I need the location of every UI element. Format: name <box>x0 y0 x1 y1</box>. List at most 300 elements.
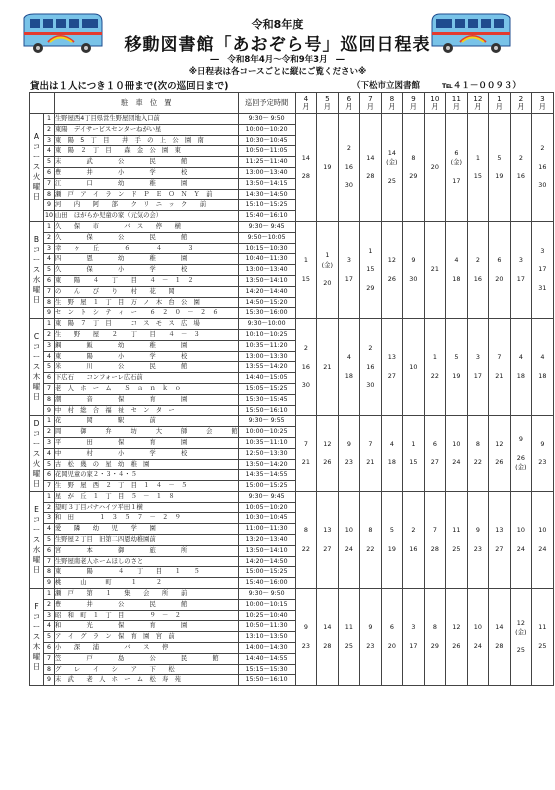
station-number: 5 <box>44 632 55 643</box>
visit-dates: 10 24 <box>538 526 547 553</box>
station-time: 13:10～13:50 <box>238 632 295 643</box>
station-number: 5 <box>44 535 55 546</box>
station-row <box>30 319 554 330</box>
visit-dates: 2 16 <box>516 153 525 181</box>
station-number: 7 <box>44 286 55 297</box>
visit-dates-cell <box>295 416 317 492</box>
station-name: 瀬 戸 ア イ ラ ン ド Ｐ Ｅ Ｏ Ｎ Ｙ 前 <box>55 189 239 200</box>
station-time: 10:00～10:25 <box>238 427 295 438</box>
station-name: 星 が 丘 １ 丁 目 ５ － １ ８ <box>55 491 239 502</box>
visit-dates: 2 16 30 <box>366 344 375 390</box>
station-name: 生野屋２丁目 旧第二四恩幼稚園前 <box>55 535 239 546</box>
visit-dates: 4 18 <box>516 353 525 380</box>
visit-dates: 10 24 <box>473 623 482 650</box>
header-month <box>360 93 382 114</box>
visit-dates: 1 15 <box>301 256 310 283</box>
header-month-suffix: 月 <box>495 102 503 111</box>
visit-dates-cell <box>424 114 446 222</box>
station-time: 14:20～14:40 <box>238 286 295 297</box>
station-number: 3 <box>44 243 55 254</box>
station-time: 15:40～16:10 <box>238 211 295 222</box>
visit-dates-cell <box>467 114 489 222</box>
visit-dates-cell <box>360 589 382 686</box>
station-number: 1 <box>44 114 55 125</box>
visit-dates: 3 17 <box>344 256 353 283</box>
station-name: 生 野 屋 １ 丁 目 万 ノ 木 台 公 園 <box>55 297 239 308</box>
station-number: 2 <box>44 329 55 340</box>
station-number: 3 <box>44 437 55 448</box>
header-month-number: 3 <box>540 93 545 103</box>
visit-dates: 10 <box>409 362 418 371</box>
visit-dates: 21 <box>323 362 332 371</box>
station-number: 5 <box>44 459 55 470</box>
visit-dates-cell <box>510 589 532 686</box>
visit-dates-cell <box>381 416 403 492</box>
visit-dates-cell <box>424 589 446 686</box>
visit-dates-cell <box>446 491 468 588</box>
visit-dates: 2 16 30 <box>301 344 310 390</box>
station-name: 中 村 小 学 校 <box>55 448 239 459</box>
station-number: 4 <box>44 146 55 157</box>
visit-dates-cell <box>295 114 317 222</box>
station-number: 1 <box>44 319 55 330</box>
course-label-text: Eコース水曜日 <box>32 504 41 574</box>
visit-dates: 9 23 <box>473 526 482 553</box>
visit-dates-cell <box>403 319 425 416</box>
visit-dates-cell <box>424 416 446 492</box>
station-time: 11:00～11:30 <box>238 524 295 535</box>
station-time: 15:40～16:00 <box>238 578 295 589</box>
station-number: 1 <box>44 491 55 502</box>
lending-rule: 貸出は１人につき１０冊まで(次の巡回日まで) <box>30 81 229 92</box>
header-month-suffix: 月 <box>431 102 439 111</box>
library-phone: ℡４１－００９３） <box>442 81 521 91</box>
station-number: 1 <box>44 221 55 232</box>
visit-dates-cell <box>295 589 317 686</box>
visit-dates-cell <box>360 491 382 588</box>
station-name: の ん び り 村 花 岡 <box>55 286 239 297</box>
visit-dates: 14 28 <box>366 153 375 181</box>
visit-dates: 6 (金) 17 <box>450 148 463 185</box>
visit-dates-cell <box>446 114 468 222</box>
station-number: 2 <box>44 124 55 135</box>
visit-dates-cell <box>381 114 403 222</box>
visit-dates-cell <box>467 416 489 492</box>
station-number: 6 <box>44 643 55 654</box>
visit-dates: 4 18 <box>452 256 461 283</box>
visit-dates-cell <box>381 319 403 416</box>
station-name: 河 内 阿 部 ク リ ニ ッ ク 前 <box>55 200 239 211</box>
station-name: 古 松 幾 の 星 幼 稚 園 <box>55 459 239 470</box>
station-number: 9 <box>44 578 55 589</box>
visit-dates-cell <box>446 589 468 686</box>
header-month-suffix: 月 <box>409 102 417 111</box>
visit-dates-cell <box>424 221 446 318</box>
visit-dates-cell <box>424 319 446 416</box>
header-month <box>424 93 446 114</box>
station-number: 4 <box>44 448 55 459</box>
station-name: グ レ イ シ ア 下 松 <box>55 664 239 675</box>
visit-dates-cell <box>360 221 382 318</box>
station-name: 東 陽 小 学 校 <box>55 351 239 362</box>
station-name: 岡 御 弁 坊 大 師 会 館 <box>55 427 239 438</box>
visit-dates: 2 16 30 <box>344 144 353 190</box>
station-number: 2 <box>44 427 55 438</box>
header-month <box>338 93 360 114</box>
visit-dates: 9 26 (金) <box>515 435 527 471</box>
visit-dates-cell <box>489 491 511 588</box>
visit-dates: 1 15 29 <box>366 246 375 292</box>
station-name: 生 野 屋 ２ 丁 目 ４ － ３ <box>55 329 239 340</box>
visit-dates: 5 19 <box>495 153 504 181</box>
visit-dates-cell <box>317 491 339 588</box>
station-time: 15:50～16:10 <box>238 675 295 686</box>
header-month-suffix: 月 <box>517 102 525 111</box>
visit-dates-cell <box>317 221 339 318</box>
station-number: 8 <box>44 189 55 200</box>
station-row <box>30 491 554 502</box>
visit-dates: 8 29 <box>409 153 418 181</box>
visit-dates-cell <box>532 221 554 318</box>
station-number: 8 <box>44 567 55 578</box>
header-month-number: 10 <box>430 93 440 103</box>
visit-dates-cell <box>381 221 403 318</box>
course-label-text: Fコース木曜日 <box>32 602 41 672</box>
station-name: 江 口 幼 稚 園 <box>55 178 239 189</box>
header-month-number: 1 <box>497 93 502 103</box>
schedule-header <box>30 93 554 114</box>
visit-dates: 9 23 <box>366 623 375 650</box>
visit-dates-cell <box>510 491 532 588</box>
header-month <box>510 93 532 114</box>
station-time: 9:30～ 9:50 <box>238 589 295 600</box>
station-name: 東 陽 ２ 丁 目 森 金 公 園 東 <box>55 146 239 157</box>
station-number: 7 <box>44 178 55 189</box>
visit-dates: 12 26 <box>323 439 332 467</box>
visit-dates-cell <box>532 589 554 686</box>
station-name: 和 田 １ ３ ５ ７ － ２ ９ <box>55 513 239 524</box>
station-number: 6 <box>44 373 55 384</box>
visit-dates-cell <box>381 491 403 588</box>
visit-dates: 12 (金) 25 <box>515 618 527 655</box>
station-number: 3 <box>44 610 55 621</box>
station-number: 8 <box>44 394 55 405</box>
course-label <box>30 319 44 416</box>
station-name: 東 陽 ４ 丁 目 １ ５ <box>55 567 239 578</box>
station-name: 望町３丁目パナハイツ平田１横 <box>55 502 239 513</box>
course-label <box>30 589 44 686</box>
header-time: 巡回予定時間 <box>238 93 295 114</box>
visit-dates: 9 30 <box>409 256 418 283</box>
visit-dates: 7 21 <box>301 439 310 467</box>
station-time: 15:10～15:25 <box>238 200 295 211</box>
station-time: 11:25～11:40 <box>238 157 295 168</box>
header-month <box>446 93 468 114</box>
visit-dates: 7 21 <box>366 439 375 467</box>
station-name: セ ン ト シ テ ィ ー ６ ２ ０ － ２ ６ <box>55 308 239 319</box>
visit-dates: 14 (金) 25 <box>386 148 398 185</box>
visit-dates: 3 17 <box>516 256 525 283</box>
station-number: 10 <box>44 211 55 222</box>
header-month-number: 7 <box>368 93 373 103</box>
visit-dates: 21 <box>430 265 439 274</box>
station-time: 15:00～15:25 <box>238 567 295 578</box>
visit-dates: 14 28 <box>301 153 310 181</box>
station-name: 潮 音 保 育 園 <box>55 394 239 405</box>
visit-dates: 6 27 <box>430 439 439 467</box>
station-time: 14:50～15:20 <box>238 297 295 308</box>
library-name: （下松市立図書館 <box>352 81 421 91</box>
station-name: 桃 山 町 １ ２ <box>55 578 239 589</box>
visit-dates-cell <box>532 491 554 588</box>
station-name: 豊 井 公 民 館 <box>55 599 239 610</box>
station-time: 15:50～16:10 <box>238 405 295 416</box>
visit-dates: 8 29 <box>430 623 439 650</box>
visit-dates-cell <box>338 319 360 416</box>
visit-dates: 4 18 <box>387 439 396 467</box>
header-month <box>317 93 339 114</box>
station-name: 東 陽 ７ 丁 目 コ ス モ ス 広 場 <box>55 319 239 330</box>
visit-dates-cell <box>467 589 489 686</box>
station-time: 10:35～11:20 <box>238 340 295 351</box>
station-time: 14:35～14:55 <box>238 470 295 481</box>
station-time: 13:55～14:20 <box>238 362 295 373</box>
station-number: 2 <box>44 232 55 243</box>
station-time: 10:25～10:40 <box>238 610 295 621</box>
visit-dates-cell <box>360 114 382 222</box>
visit-dates-cell <box>317 114 339 222</box>
header-month-number: 12 <box>473 93 483 103</box>
station-name: 花 岡 駅 前 <box>55 416 239 427</box>
header-month-suffix: 月 <box>323 102 331 111</box>
station-time: 14:40～14:55 <box>238 653 295 664</box>
schedule-table <box>29 92 554 686</box>
station-number: 6 <box>44 545 55 556</box>
course-label-text: Dコース火曜日 <box>32 418 41 488</box>
visit-dates: 2 16 30 <box>538 144 547 190</box>
station-number: 7 <box>44 383 55 394</box>
visit-dates-cell <box>338 221 360 318</box>
station-name: 東 陽 ４ 丁 目 ４ － １ ２ <box>55 275 239 286</box>
header-month-suffix: 月 <box>538 102 546 111</box>
visit-dates: 7 21 <box>495 353 504 380</box>
visit-dates-cell <box>403 589 425 686</box>
station-time: 10:15～10:30 <box>238 243 295 254</box>
visit-dates: 6 20 <box>495 256 504 283</box>
station-name: 久 保 小 学 校 <box>55 265 239 276</box>
header-month <box>381 93 403 114</box>
visit-dates: 1 (金) 20 <box>321 251 334 288</box>
visit-dates-cell <box>317 589 339 686</box>
header-month <box>467 93 489 114</box>
visit-dates: 14 28 <box>323 623 332 650</box>
visit-dates: 11 25 <box>452 526 461 553</box>
visit-dates: 7 28 <box>430 526 439 553</box>
course-label <box>30 114 44 222</box>
visit-dates: 4 18 <box>344 353 353 380</box>
visit-dates-cell <box>532 114 554 222</box>
header-month-number: 6 <box>346 93 352 103</box>
station-name: 生 野 屋 西 ２ 丁 目 １ ４ － ５ <box>55 481 239 492</box>
fiscal-year: 令和8年度 <box>251 18 304 31</box>
station-row <box>30 416 554 427</box>
visit-dates: 12 26 <box>495 439 504 467</box>
visit-dates: 1 15 <box>473 153 482 181</box>
header-month-number: 4 <box>303 93 309 103</box>
visit-dates-cell <box>338 589 360 686</box>
station-name: 久 保 公 民 館 <box>55 232 239 243</box>
station-time: 12:50～13:30 <box>238 448 295 459</box>
visit-dates-cell <box>295 491 317 588</box>
course-label-text: Cコース木曜日 <box>32 332 41 402</box>
station-time: 13:00～13:40 <box>238 265 295 276</box>
visit-dates: 8 22 <box>473 439 482 467</box>
visit-dates-cell <box>510 416 532 492</box>
station-time: 15:15～15:30 <box>238 664 295 675</box>
station-time: 9:30～ 9:45 <box>238 491 295 502</box>
header-month <box>532 93 554 114</box>
station-time: 10:00～10:15 <box>238 599 295 610</box>
station-time: 9:50～10:05 <box>238 232 295 243</box>
course-label <box>30 416 44 492</box>
station-name: 笠 戸 島 公 民 館 <box>55 653 239 664</box>
station-time: 13:50～14:20 <box>238 459 295 470</box>
header-course-column <box>30 93 55 114</box>
station-time: 15:00～15:25 <box>238 481 295 492</box>
station-name: 和 光 保 育 園 <box>55 621 239 632</box>
visit-dates: 14 28 <box>495 623 504 650</box>
station-name: 久 保 市 バ ス 停 横 <box>55 221 239 232</box>
visit-dates: 2 16 <box>473 256 482 283</box>
course-label-text: Aコース火曜日 <box>32 132 41 202</box>
station-number: 4 <box>44 254 55 265</box>
station-name: 宮 本 御 旅 所 <box>55 545 239 556</box>
station-name: 平 田 保 育 園 <box>55 437 239 448</box>
station-time: 9:30～ 9:50 <box>238 114 295 125</box>
visit-dates: 1 15 <box>409 439 418 467</box>
station-number: 5 <box>44 362 55 373</box>
visit-dates-cell <box>532 319 554 416</box>
station-time: 13:00～13:40 <box>238 167 295 178</box>
visit-dates-cell <box>467 221 489 318</box>
schedule-period: ― 令和8年4月～令和9年3月 ― <box>210 55 345 65</box>
station-time: 10:05～10:20 <box>238 502 295 513</box>
header-month <box>295 93 317 114</box>
header-month-suffix: 月 <box>302 102 310 111</box>
visit-dates: 8 22 <box>366 526 375 553</box>
station-time: 13:50～14:15 <box>238 178 295 189</box>
visit-dates: 19 <box>323 162 332 171</box>
station-name: 幸 ヶ 丘 ６ ４ ３ <box>55 243 239 254</box>
visit-dates: 11 25 <box>538 623 547 650</box>
station-name: 花岡児童の家２・３・４・５ <box>55 470 239 481</box>
visit-dates-cell <box>338 114 360 222</box>
visit-dates-cell <box>338 416 360 492</box>
station-name: 昭 和 町 １ 丁 目 ９ － ２ <box>55 610 239 621</box>
station-name: 東 陽 5 丁 目 井 手 の 上 公 園 南 <box>55 135 239 146</box>
header-month-number: 2 <box>518 93 524 103</box>
visit-dates: 3 17 <box>409 623 418 650</box>
station-number: 4 <box>44 621 55 632</box>
header-month-suffix: 月 <box>474 102 482 111</box>
station-number: 1 <box>44 416 55 427</box>
station-row <box>30 114 554 125</box>
station-time: 10:50～11:05 <box>238 146 295 157</box>
header-month <box>489 93 511 114</box>
station-number: 6 <box>44 470 55 481</box>
visit-dates: 5 19 <box>452 353 461 380</box>
station-time: 15:05～15:25 <box>238 383 295 394</box>
visit-dates: 10 24 <box>452 439 461 467</box>
station-number: 8 <box>44 664 55 675</box>
visit-dates: 13 27 <box>323 526 332 553</box>
station-time: 14:00～14:30 <box>238 643 295 654</box>
station-time: 15:30～15:45 <box>238 394 295 405</box>
header-month-number: 8 <box>389 93 395 103</box>
visit-dates-cell <box>510 114 532 222</box>
header-station: 駐 車 位 置 <box>55 93 239 114</box>
station-number: 9 <box>44 308 55 319</box>
station-time: 15:30～16:00 <box>238 308 295 319</box>
header-month-number: 5 <box>325 93 330 103</box>
header-month <box>403 93 425 114</box>
course-label-text: Bコース水曜日 <box>32 235 41 305</box>
visit-dates: 6 20 <box>387 623 396 650</box>
visit-dates-cell <box>510 221 532 318</box>
station-name: 小 深 浦 バ ス 停 <box>55 643 239 654</box>
station-name: 老 人 ホ ー ム Ｓ ａ ｎ ｋ ｏ <box>55 383 239 394</box>
station-number: 7 <box>44 556 55 567</box>
station-number: 3 <box>44 340 55 351</box>
schedule-body <box>30 114 554 686</box>
station-name: 生野屋西4丁目県営生野屋団地入口前 <box>55 114 239 125</box>
station-time: 13:20～13:40 <box>238 535 295 546</box>
station-name: 生野屋南老人ホームほしのさと <box>55 556 239 567</box>
course-label <box>30 221 44 318</box>
header-row <box>30 93 554 114</box>
station-name: 四 恩 幼 稚 園 <box>55 254 239 265</box>
course-label <box>30 491 44 588</box>
visit-dates-cell <box>403 416 425 492</box>
visit-dates-cell <box>489 221 511 318</box>
visit-dates-cell <box>295 319 317 416</box>
station-time: 9:30～ 9:55 <box>238 416 295 427</box>
station-number: 8 <box>44 297 55 308</box>
visit-dates-cell <box>338 491 360 588</box>
station-time: 10:30～10:45 <box>238 513 295 524</box>
page-header <box>0 0 555 92</box>
station-number: 3 <box>44 513 55 524</box>
station-number: 9 <box>44 200 55 211</box>
visit-dates-cell <box>446 221 468 318</box>
visit-dates: 12 26 <box>452 623 461 650</box>
page-title: 移動図書館「あおぞら号」巡回日程表 <box>124 35 431 55</box>
header-month-suffix: 月 <box>388 102 396 111</box>
visit-dates-cell <box>403 221 425 318</box>
station-name: 末 武 公 民 館 <box>55 157 239 168</box>
header-month-suffix: 月 <box>452 102 460 111</box>
visit-dates: 12 26 <box>387 256 396 283</box>
station-number: 2 <box>44 599 55 610</box>
station-number: 6 <box>44 167 55 178</box>
visit-dates: 3 17 31 <box>538 246 547 292</box>
station-number: 5 <box>44 157 55 168</box>
station-number: 2 <box>44 502 55 513</box>
visit-dates: 8 22 <box>301 526 310 553</box>
station-row <box>30 589 554 600</box>
visit-dates: 13 27 <box>387 353 396 380</box>
visit-dates-cell <box>317 319 339 416</box>
